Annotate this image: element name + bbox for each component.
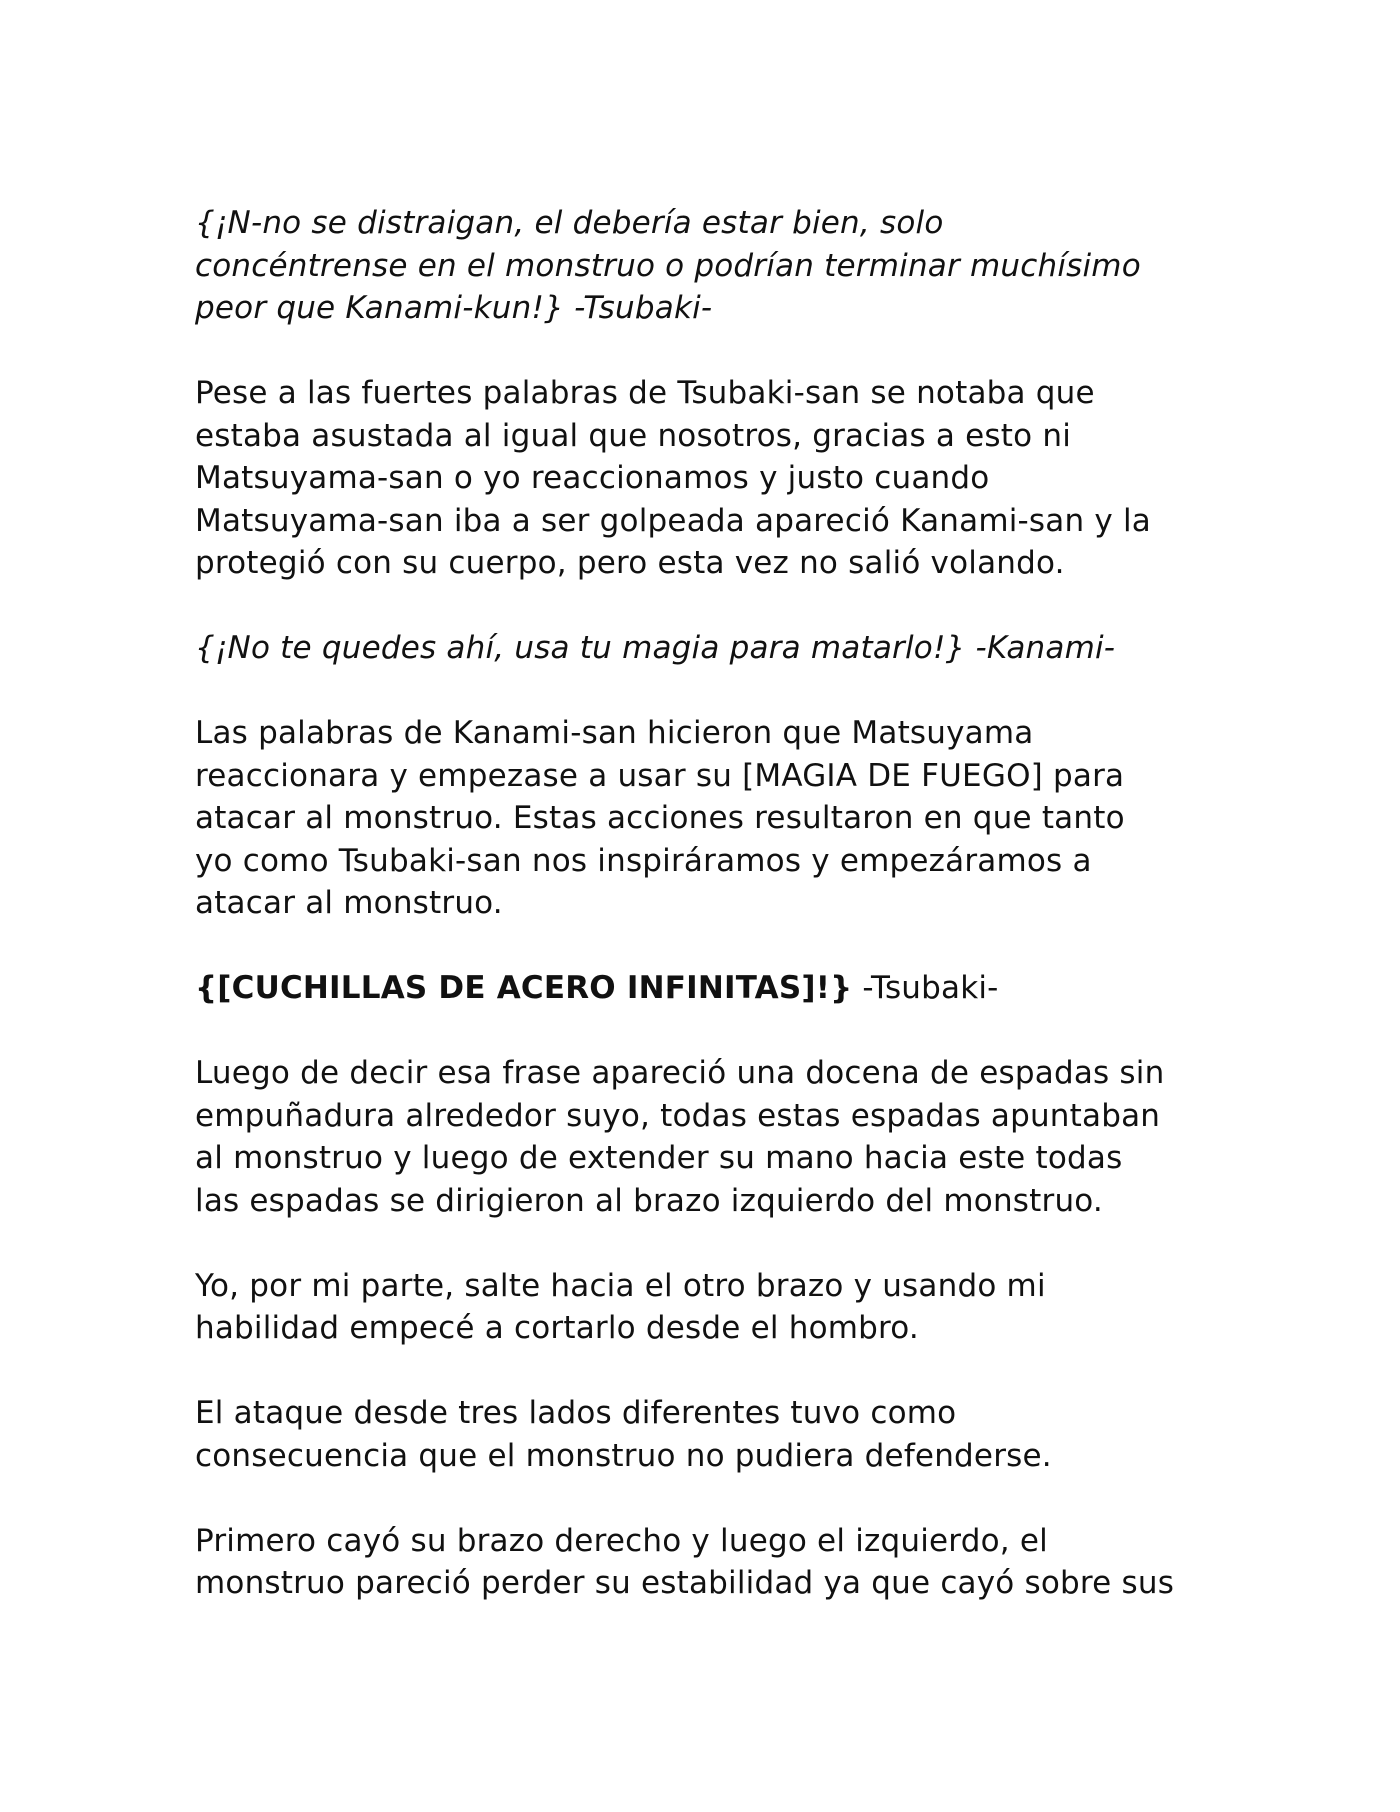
narration-paragraph-6 — [195, 1520, 1235, 1605]
text-line: estaba asustada al igual que nosotros, gracias a esto ni — [195, 417, 1072, 454]
text-line: protegió con su cuerpo, pero esta vez no salió volando. — [195, 545, 1065, 581]
dialogue-tsubaki-skill — [195, 967, 1235, 1010]
text-line: Matsuyama-san o yo reaccionamos y justo cuando — [195, 460, 990, 496]
text-line: {¡N-no se distraigan, el debería estar bien, solo — [195, 205, 944, 241]
text-line: monstruo pareció perder su estabilidad ya que cayó sobre sus — [195, 1565, 1175, 1601]
text-line: Luego de decir esa frase apareció una docena de espadas sin — [195, 1055, 1165, 1091]
text-line: atacar al monstruo. Estas acciones resultaron en que tanto — [195, 800, 1125, 836]
text-line: El ataque desde tres lados diferentes tuvo como — [195, 1395, 957, 1431]
text-line: consecuencia que el monstruo no pudiera defenderse. — [195, 1437, 1052, 1474]
narration-paragraph-5 — [195, 1392, 1235, 1477]
text-line: las espadas se dirigieron al brazo izquierdo del monstruo. — [195, 1182, 1103, 1219]
text-line: reaccionara y empezase a usar su [MAGIA DE FUEGO] para — [195, 757, 1125, 794]
text-line: {¡No te quedes ahí, usa tu magia para matarlo!} -Kanami- — [195, 630, 1116, 666]
text-line: Primero cayó su brazo derecho y luego el izquierdo, el — [195, 1522, 1048, 1559]
text-line: al monstruo y luego de extender su mano hacia este todas — [195, 1140, 1123, 1176]
skill-shout: {[CUCHILLAS DE ACERO INFINITAS]!} — [195, 970, 853, 1006]
text-line: empuñadura alrededor suyo, todas estas espadas apuntaban — [195, 1097, 1161, 1134]
dialogue-tsubaki-1 — [195, 202, 1235, 330]
text-line: yo como Tsubaki-san nos inspiráramos y empezáramos a — [195, 842, 1092, 879]
narration-paragraph-4 — [195, 1265, 1235, 1350]
text-line: peor que Kanami-kun!} -Tsubaki- — [195, 290, 713, 326]
text-line: Yo, por mi parte, salte hacia el otro brazo y usando mi — [195, 1267, 1046, 1304]
dialogue-kanami — [195, 627, 1235, 670]
narration-paragraph-2 — [195, 712, 1235, 925]
text-line: habilidad empecé a cortarlo desde el hombro. — [195, 1310, 919, 1346]
text-line: concéntrense en el monstruo o podrían terminar muchísimo — [195, 247, 1141, 284]
text-line: Pese a las fuertes palabras de Tsubaki-san se notaba que — [195, 375, 1095, 411]
text-line: Matsuyama-san iba a ser golpeada apareció Kanami-san y la — [195, 502, 1151, 539]
narration-paragraph-1 — [195, 372, 1235, 585]
text-line: Las palabras de Kanami-san hicieron que Matsuyama — [195, 715, 1034, 751]
text-column — [195, 202, 1235, 1647]
text-line: atacar al monstruo. — [195, 885, 503, 921]
narration-paragraph-3 — [195, 1052, 1235, 1222]
text-line — [195, 967, 1235, 1010]
speaker-tag: -Tsubaki- — [852, 970, 999, 1006]
